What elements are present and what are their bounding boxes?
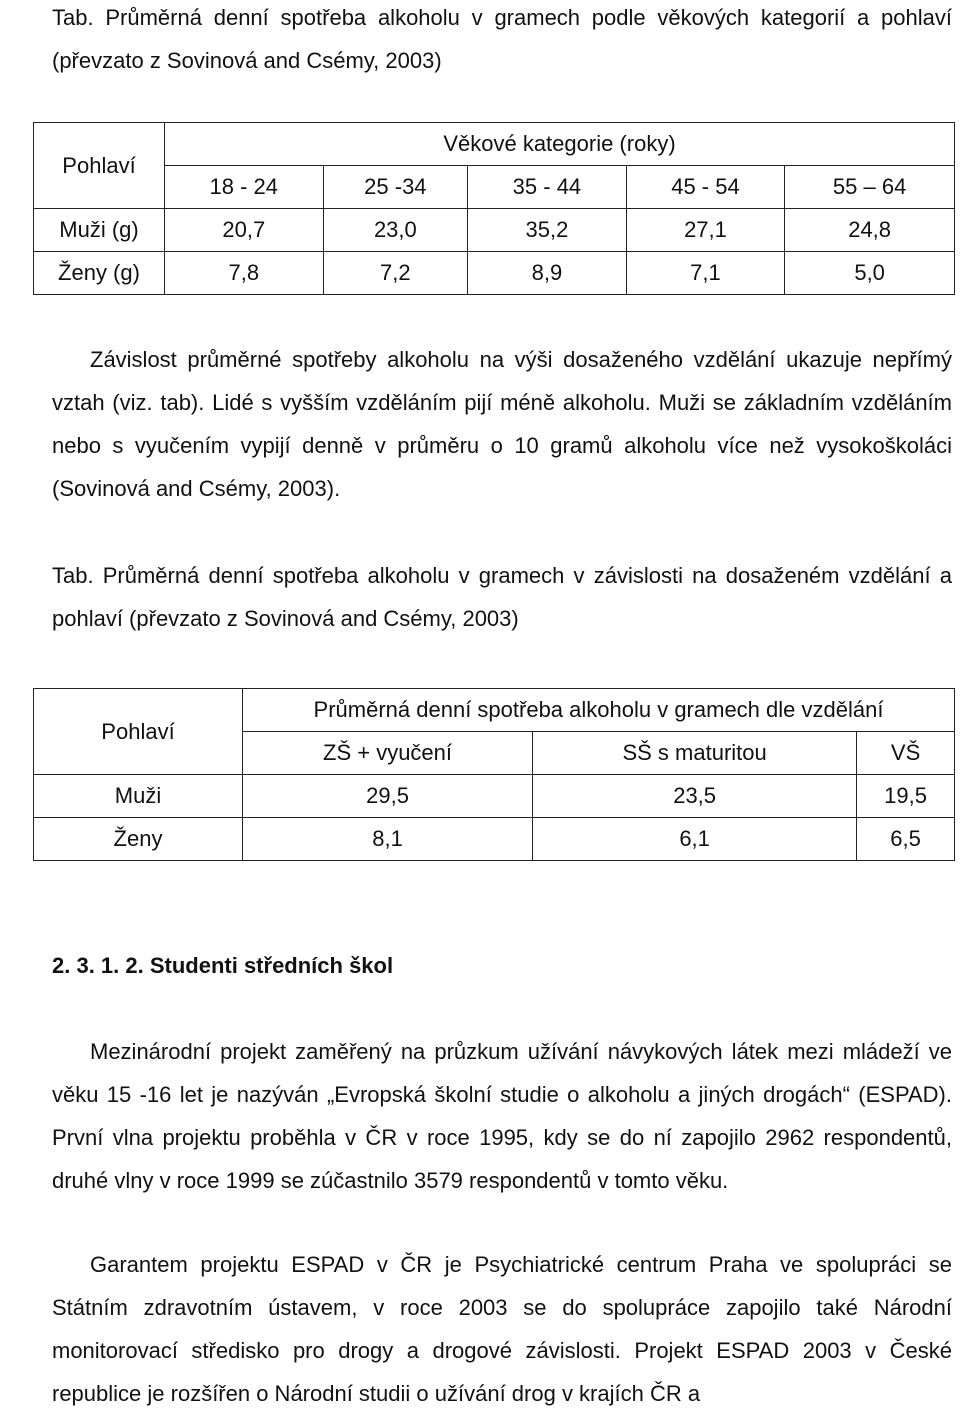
table1-cell: 5,0	[785, 252, 955, 295]
table1-cell: 8,9	[468, 252, 627, 295]
table1-row-label: Muži (g)	[34, 209, 165, 252]
education-consumption-table	[33, 688, 955, 861]
table2-col-header: Pohlaví	[34, 689, 243, 775]
table1-cell: 20,7	[165, 209, 324, 252]
table1-cell: 24,8	[785, 209, 955, 252]
table2-cell: 23,5	[533, 775, 857, 818]
table-row	[34, 252, 955, 295]
table1-category: 18 - 24	[165, 166, 324, 209]
table2-row-label: Ženy	[34, 818, 243, 861]
paragraph-education: Závislost průměrné spotřeby alkoholu na výši dosaženého vzdělání ukazuje nepřímý vztah (viz. tab). Lidé s vyšším vzděláním pijí méně alkoholu. Muži se základním vzděláním nebo s vyučením vypijí denně v průměru o 10 gramů alkoholu více než vysokoškoláci (Sovinová and Csémy, 2003).	[52, 347, 952, 501]
table2-category: ZŠ + vyučení	[243, 732, 533, 775]
paragraph-garant: Garantem projektu ESPAD v ČR je Psychiatrické centrum Praha ve spolupráci se Státním zdravotním ústavem, v roce 2003 se do spolupráce zapojilo také Národní monitorovací středisko pro drogy a drogové závislosti. Projekt ESPAD 2003 v České republice je rozšířen o Národní studii o užívání drog v krajích ČR a	[52, 1252, 952, 1406]
table2-cell: 29,5	[243, 775, 533, 818]
table1-group-header: Věkové kategorie (roky)	[165, 123, 955, 166]
table1-caption: Tab. Průměrná denní spotřeba alkoholu v gramech podle věkových kategorií a pohlaví (převzato z Sovinová and Csémy, 2003)	[52, 5, 952, 73]
paragraph-espad: Mezinárodní projekt zaměřený na průzkum užívání návykových látek mezi mládeží ve věku 15 -16 let je nazýván „Evropská školní studie o alkoholu a jiných drogách“ (ESPAD). První vlna projektu proběhla v ČR v roce 1995, kdy se do ní zapojilo 2962 respondentů, druhé vlny v roce 1999 se zúčastnilo 3579 respondentů v tomto věku.	[52, 1039, 952, 1193]
table1-cell: 7,1	[626, 252, 785, 295]
section-heading: 2. 3. 1. 2. Studenti středních škol	[52, 953, 394, 978]
table1-cell: 7,2	[323, 252, 468, 295]
table2-category: VŠ	[857, 732, 955, 775]
table2-category: SŠ s maturitou	[533, 732, 857, 775]
table1-category: 35 - 44	[468, 166, 627, 209]
table1-row-label: Ženy (g)	[34, 252, 165, 295]
table1-col-header: Pohlaví	[34, 123, 165, 209]
table1-category: 55 – 64	[785, 166, 955, 209]
age-consumption-table	[33, 122, 955, 295]
table1-cell: 27,1	[626, 209, 785, 252]
table2-cell: 19,5	[857, 775, 955, 818]
table1-category: 45 - 54	[626, 166, 785, 209]
table-row	[34, 209, 955, 252]
table2-cell: 6,1	[533, 818, 857, 861]
table2-cell: 6,5	[857, 818, 955, 861]
table1-cell: 7,8	[165, 252, 324, 295]
table2-caption: Tab. Průměrná denní spotřeba alkoholu v gramech v závislosti na dosaženém vzdělání a pohlaví (převzato z Sovinová and Csémy, 2003)	[52, 563, 952, 631]
table-row	[34, 775, 955, 818]
table2-cell: 8,1	[243, 818, 533, 861]
table1-category: 25 -34	[323, 166, 468, 209]
table1-cell: 23,0	[323, 209, 468, 252]
table-row	[34, 818, 955, 861]
table2-row-label: Muži	[34, 775, 243, 818]
table1-cell: 35,2	[468, 209, 627, 252]
table2-group-header: Průměrná denní spotřeba alkoholu v gramech dle vzdělání	[243, 689, 955, 732]
